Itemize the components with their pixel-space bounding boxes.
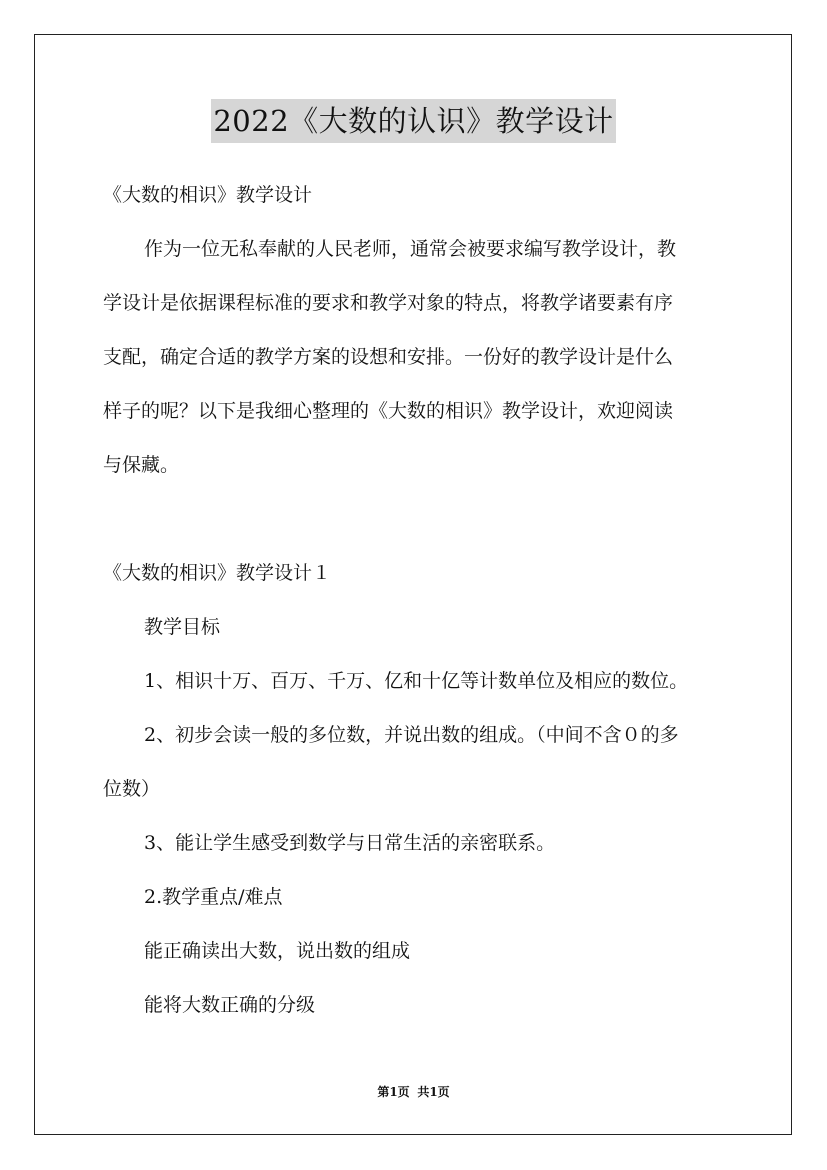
section-heading: 《大数的相识》教学设计１ (103, 562, 332, 584)
objective-2: 2、初步会读一般的多位数，并说出数的组成。（中间不含０的多 (144, 724, 679, 746)
key-point-2: 能将大数正确的分级 (144, 994, 316, 1016)
objectives-heading: 教学目标 (144, 616, 221, 638)
key-point-1: 能正确读出大数，说出数的组成 (144, 940, 411, 962)
intro-line-5: 与保藏。 (103, 454, 180, 476)
page-total: 共1页 (417, 1085, 450, 1099)
intro-line-3: 支配，确定合适的教学方案的设想和安排。一份好的教学设计是什么 (103, 346, 674, 368)
objective-1: 1、相识十万、百万、千万、亿和十亿等计数单位及相应的数位。 (144, 670, 689, 692)
document-title: 2022《大数的认识》教学设计 (211, 99, 615, 143)
objective-3: 3、能让学生感受到数学与日常生活的亲密联系。 (144, 832, 556, 854)
page-footer (0, 1083, 827, 1101)
page-number: 第1页 (377, 1085, 410, 1099)
title-container (0, 99, 827, 143)
intro-line-1: 作为一位无私奉献的人民老师，通常会被要求编写教学设计，教 (144, 238, 677, 260)
intro-line-2: 学设计是依据课程标准的要求和教学对象的特点，将教学诸要素有序 (103, 292, 674, 314)
subtitle-line: 《大数的相识》教学设计 (103, 184, 313, 206)
key-points-heading: 2.教学重点/难点 (144, 886, 283, 908)
intro-line-4: 样子的呢？以下是我细心整理的《大数的相识》教学设计，欢迎阅读 (103, 400, 674, 422)
objective-2-continued: 位数） (103, 778, 161, 800)
